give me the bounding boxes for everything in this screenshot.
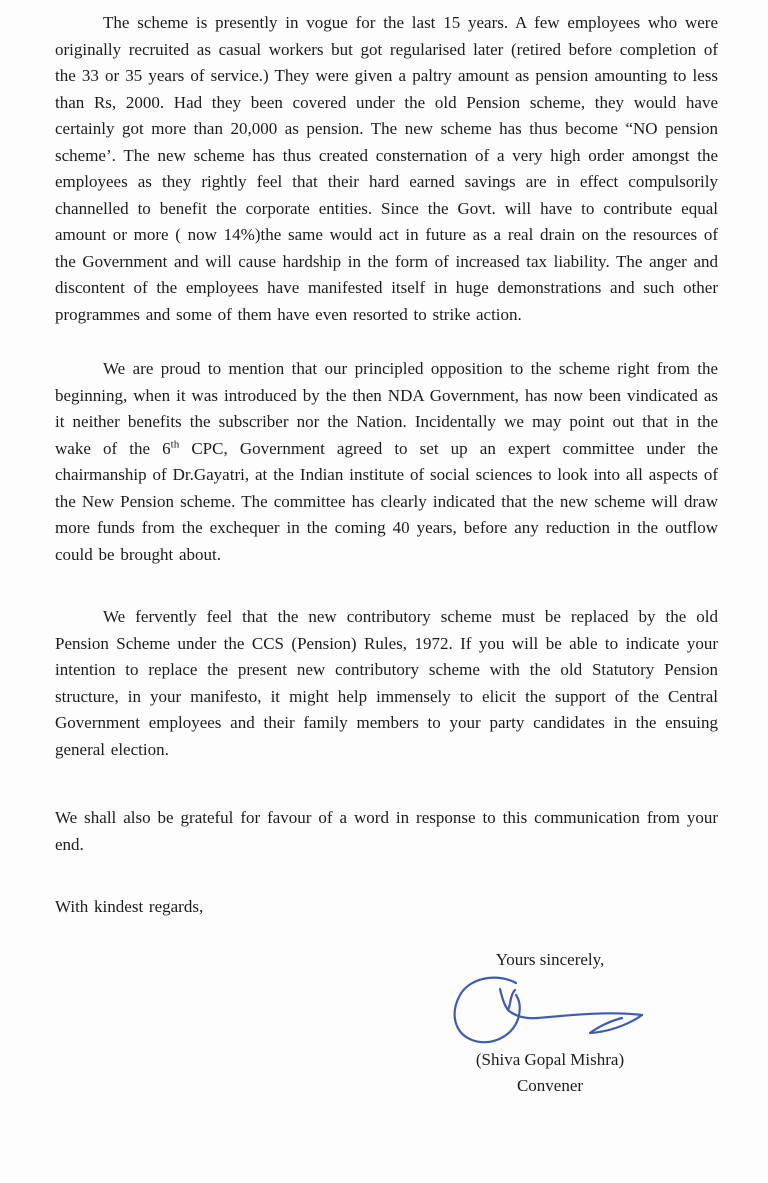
closing-regards: With kindest regards, xyxy=(55,897,204,916)
signature-block xyxy=(430,947,670,1099)
ordinal-superscript: th xyxy=(170,437,180,450)
signatory-name: (Shiva Gopal Mishra) xyxy=(475,1049,625,1069)
paragraph-principled-opposition xyxy=(55,356,718,568)
paragraph-fervently-feel: We fervently feel that the new contributory scheme must be replaced by the old Pension Scheme under the CCS (Pension) Rules, 1972. If you will be able to indicate your intention to replace the present new contributory scheme with the old Statutory Pension structure, in your manifesto, it might help immensely to elicit the support of the Central Government employees and their family members to your party candidates in the ensuing general election. xyxy=(55,607,718,759)
handwritten-signature-icon xyxy=(450,975,650,1053)
signatory-title: Convener xyxy=(516,1075,584,1095)
paragraph-2-text-after-superscript: CPC, Government agreed to set up an expert committee under the chairmanship of Dr.Gayatri, at the Indian institute of social sciences to look into all aspects of the New Pension scheme. The committee has clearly indicated that the new scheme will draw more funds from the exchequer in the coming 40 years, before any reduction in the outflow could be brought about. xyxy=(55,438,718,564)
paragraph-2-text-before-superscript: We are proud to mention that our principled opposition to the scheme right from the beginning, when it was introduced by the then NDA Government, has now been vindicated as it neither benefits the subscriber nor the Nation. Incidentally we may point out that in the wake of the 6 xyxy=(55,359,718,458)
closing-sincerely: Yours sincerely, xyxy=(495,949,605,969)
paragraph-scheme-in-vogue: The scheme is presently in vogue for the last 15 years. A few employees who were originally recruited as casual workers but got regularised later (retired before completion of the 33 or 35 years of service.) They were given a paltry amount as pension amounting to less than Rs, 2000. Had they been covered under the old Pension scheme, they would have certainly got more than 20,000 as pension. The new scheme has thus become “NO pension scheme’. The new scheme has thus created consternation of a very high order amongst the employees as they rightly feel that their hard earned savings are in effect compulsorily channelled to benefit the corporate entities. Since the Govt. will have to contribute equal amount or more ( now 14%)the same would act in future as a real drain on the resources of the Government and will cause hardship in the form of increased tax liability. The anger and discontent of the employees have manifested itself in huge demonstrations and such other programmes and some of them have even resorted to strike action. xyxy=(55,13,718,324)
paragraph-grateful-for-response: We shall also be grateful for favour of a word in response to this communication from your end. xyxy=(55,808,718,854)
